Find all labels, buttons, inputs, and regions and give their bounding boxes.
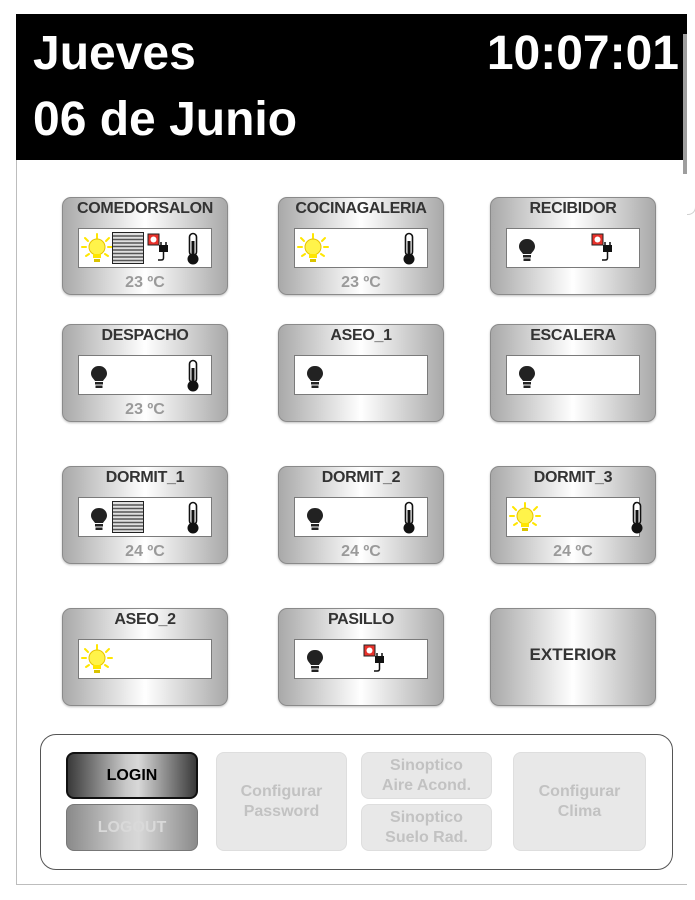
room-status-panel xyxy=(294,355,428,395)
thermometer-icon[interactable] xyxy=(185,232,201,266)
sinoptico-aire-button[interactable] xyxy=(361,752,492,799)
room-aseo-2[interactable] xyxy=(62,608,228,706)
configure-clima-button[interactable] xyxy=(513,752,646,851)
room-temperature: 24 ºC xyxy=(341,543,381,560)
room-status-panel xyxy=(78,355,212,395)
room-status-panel xyxy=(506,228,640,268)
date-label: 06 de Junio xyxy=(33,93,298,146)
room-name: ASEO_2 xyxy=(114,611,176,628)
button-label-line: Sinoptico xyxy=(390,756,463,774)
room-name: DESPACHO xyxy=(101,327,189,344)
room-temperature: 23 ºC xyxy=(125,274,165,291)
scrollbar[interactable] xyxy=(683,34,687,174)
room-dormit-2[interactable] xyxy=(278,466,444,564)
light-bulb-on-icon[interactable] xyxy=(81,644,113,676)
room-temperature: 23 ºC xyxy=(341,274,381,291)
room-recibidor[interactable] xyxy=(490,197,656,295)
room-exterior[interactable] xyxy=(490,608,656,706)
room-name: DORMIT_3 xyxy=(533,469,613,486)
sinoptico-suelo-button[interactable] xyxy=(361,804,492,851)
light-bulb-off-icon[interactable] xyxy=(89,364,109,390)
room-comedorsalon[interactable] xyxy=(62,197,228,295)
room-name: ASEO_1 xyxy=(330,327,392,344)
thermometer-icon[interactable] xyxy=(185,359,201,393)
clock-label: 10:07:01 xyxy=(486,27,679,80)
room-status-panel xyxy=(294,228,428,268)
room-status-panel xyxy=(506,497,640,537)
room-status-panel xyxy=(294,639,428,679)
button-label-line: Aire Acond. xyxy=(381,776,472,794)
light-bulb-on-icon[interactable] xyxy=(509,502,541,534)
date-time-header xyxy=(16,14,687,160)
room-name: DORMIT_2 xyxy=(321,469,401,486)
blind-icon[interactable] xyxy=(112,501,144,533)
button-label-line: Configurar xyxy=(240,782,323,800)
room-name: COMEDORSALON xyxy=(77,200,213,217)
room-status-panel xyxy=(78,228,212,268)
room-status-panel xyxy=(78,639,212,679)
light-bulb-off-icon[interactable] xyxy=(517,237,537,263)
room-name: PASILLO xyxy=(327,611,395,628)
light-bulb-off-icon[interactable] xyxy=(305,364,325,390)
light-bulb-off-icon[interactable] xyxy=(305,648,325,674)
light-bulb-on-icon[interactable] xyxy=(297,233,329,265)
room-name: EXTERIOR xyxy=(529,645,617,664)
thermometer-icon[interactable] xyxy=(629,501,645,535)
room-name: ESCALERA xyxy=(530,327,616,344)
room-name: COCINAGALERIA xyxy=(295,200,427,217)
room-aseo-1[interactable] xyxy=(278,324,444,422)
thermometer-icon[interactable] xyxy=(185,501,201,535)
button-label-line: Clima xyxy=(557,802,602,820)
room-cocinagaleria[interactable] xyxy=(278,197,444,295)
plug-alarm-icon[interactable] xyxy=(591,233,619,263)
room-dormit-1[interactable] xyxy=(62,466,228,564)
configure-password-button[interactable] xyxy=(216,752,347,851)
room-escalera[interactable] xyxy=(490,324,656,422)
room-temperature: 24 ºC xyxy=(125,543,165,560)
plug-alarm-icon[interactable] xyxy=(147,233,175,263)
plug-alarm-icon[interactable] xyxy=(363,644,391,674)
room-temperature: 23 ºC xyxy=(125,401,165,418)
light-bulb-off-icon[interactable] xyxy=(517,364,537,390)
room-status-panel xyxy=(294,497,428,537)
room-status-panel xyxy=(78,497,212,537)
room-name: DORMIT_1 xyxy=(105,469,185,486)
room-despacho[interactable] xyxy=(62,324,228,422)
room-dormit-3[interactable] xyxy=(490,466,656,564)
light-bulb-on-icon[interactable] xyxy=(81,233,113,265)
room-temperature: 24 ºC xyxy=(553,543,593,560)
blind-icon[interactable] xyxy=(112,232,144,264)
thermometer-icon[interactable] xyxy=(401,232,417,266)
light-bulb-off-icon[interactable] xyxy=(305,506,325,532)
button-label-line: Sinoptico xyxy=(390,808,463,826)
room-status-panel xyxy=(506,355,640,395)
scroll-edge xyxy=(687,200,695,215)
button-label-line: Configurar xyxy=(538,782,621,800)
weekday-label: Jueves xyxy=(33,27,196,80)
logout-button[interactable]: LOGOUT xyxy=(66,804,198,851)
button-label-line: Password xyxy=(243,802,320,820)
light-bulb-off-icon[interactable] xyxy=(89,506,109,532)
button-label-line: Suelo Rad. xyxy=(385,828,468,846)
login-button[interactable]: LOGIN xyxy=(66,752,198,799)
room-pasillo[interactable] xyxy=(278,608,444,706)
thermometer-icon[interactable] xyxy=(401,501,417,535)
room-name: RECIBIDOR xyxy=(529,200,617,217)
